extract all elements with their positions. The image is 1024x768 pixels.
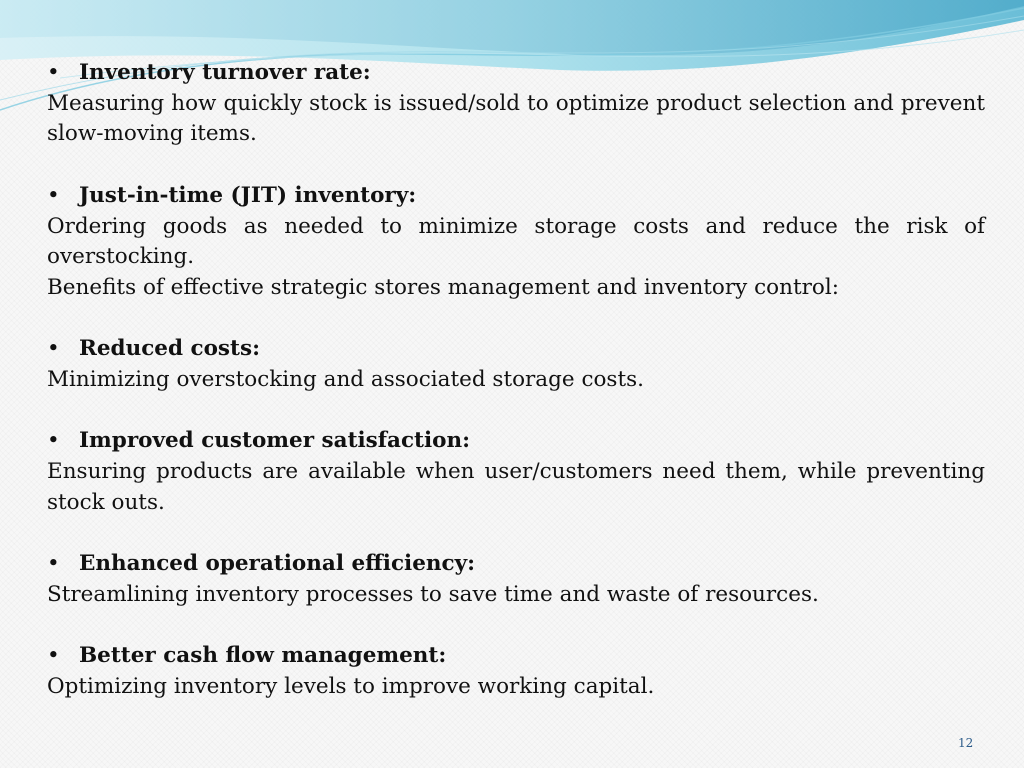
item-heading-text: Improved customer satisfaction: [79,428,471,454]
item-description: Minimizing overstocking and associated storage costs. [47,367,644,392]
list-item [47,426,985,518]
bullet-icon: • [47,60,60,85]
bullet-icon: • [47,551,60,577]
item-heading [47,641,985,672]
list-item [47,181,985,304]
bullet-icon: • [47,643,60,669]
item-description: Optimizing inventory levels to improve working capital. [47,673,655,699]
item-heading [47,334,985,365]
item-description: Measuring how quickly stock is issued/sold to optimize product selection and prevent slow-moving items. [47,90,985,147]
item-heading-text: Better cash flow management: [79,643,447,669]
item-description: Ensuring products are available when user/customers need them, while preventing stock outs. [47,459,985,515]
slide-body [47,58,985,703]
list-item [47,334,985,395]
bullet-icon: • [47,336,60,362]
item-description: Ordering goods as needed to minimize storage costs and reduce the risk of overstocking. [47,213,985,270]
bullet-icon: • [47,428,60,454]
item-heading [47,181,985,212]
item-heading-text: Reduced costs: [79,336,261,362]
list-item [47,641,985,702]
item-heading [47,549,985,580]
item-heading [47,426,985,457]
item-heading-text: Enhanced operational efficiency: [79,551,476,577]
page-number: 12 [958,736,974,750]
list-item [47,58,985,150]
item-heading [47,58,985,89]
bullet-icon: • [47,182,60,208]
item-heading-text: Inventory turnover rate: [79,60,371,85]
section-intro: Benefits of effective strategic stores management and inventory control: [47,274,839,300]
list-item [47,549,985,610]
item-heading-text: Just-in-time (JIT) inventory: [79,182,417,208]
item-description: Streamlining inventory processes to save time and waste of resources. [47,581,819,607]
